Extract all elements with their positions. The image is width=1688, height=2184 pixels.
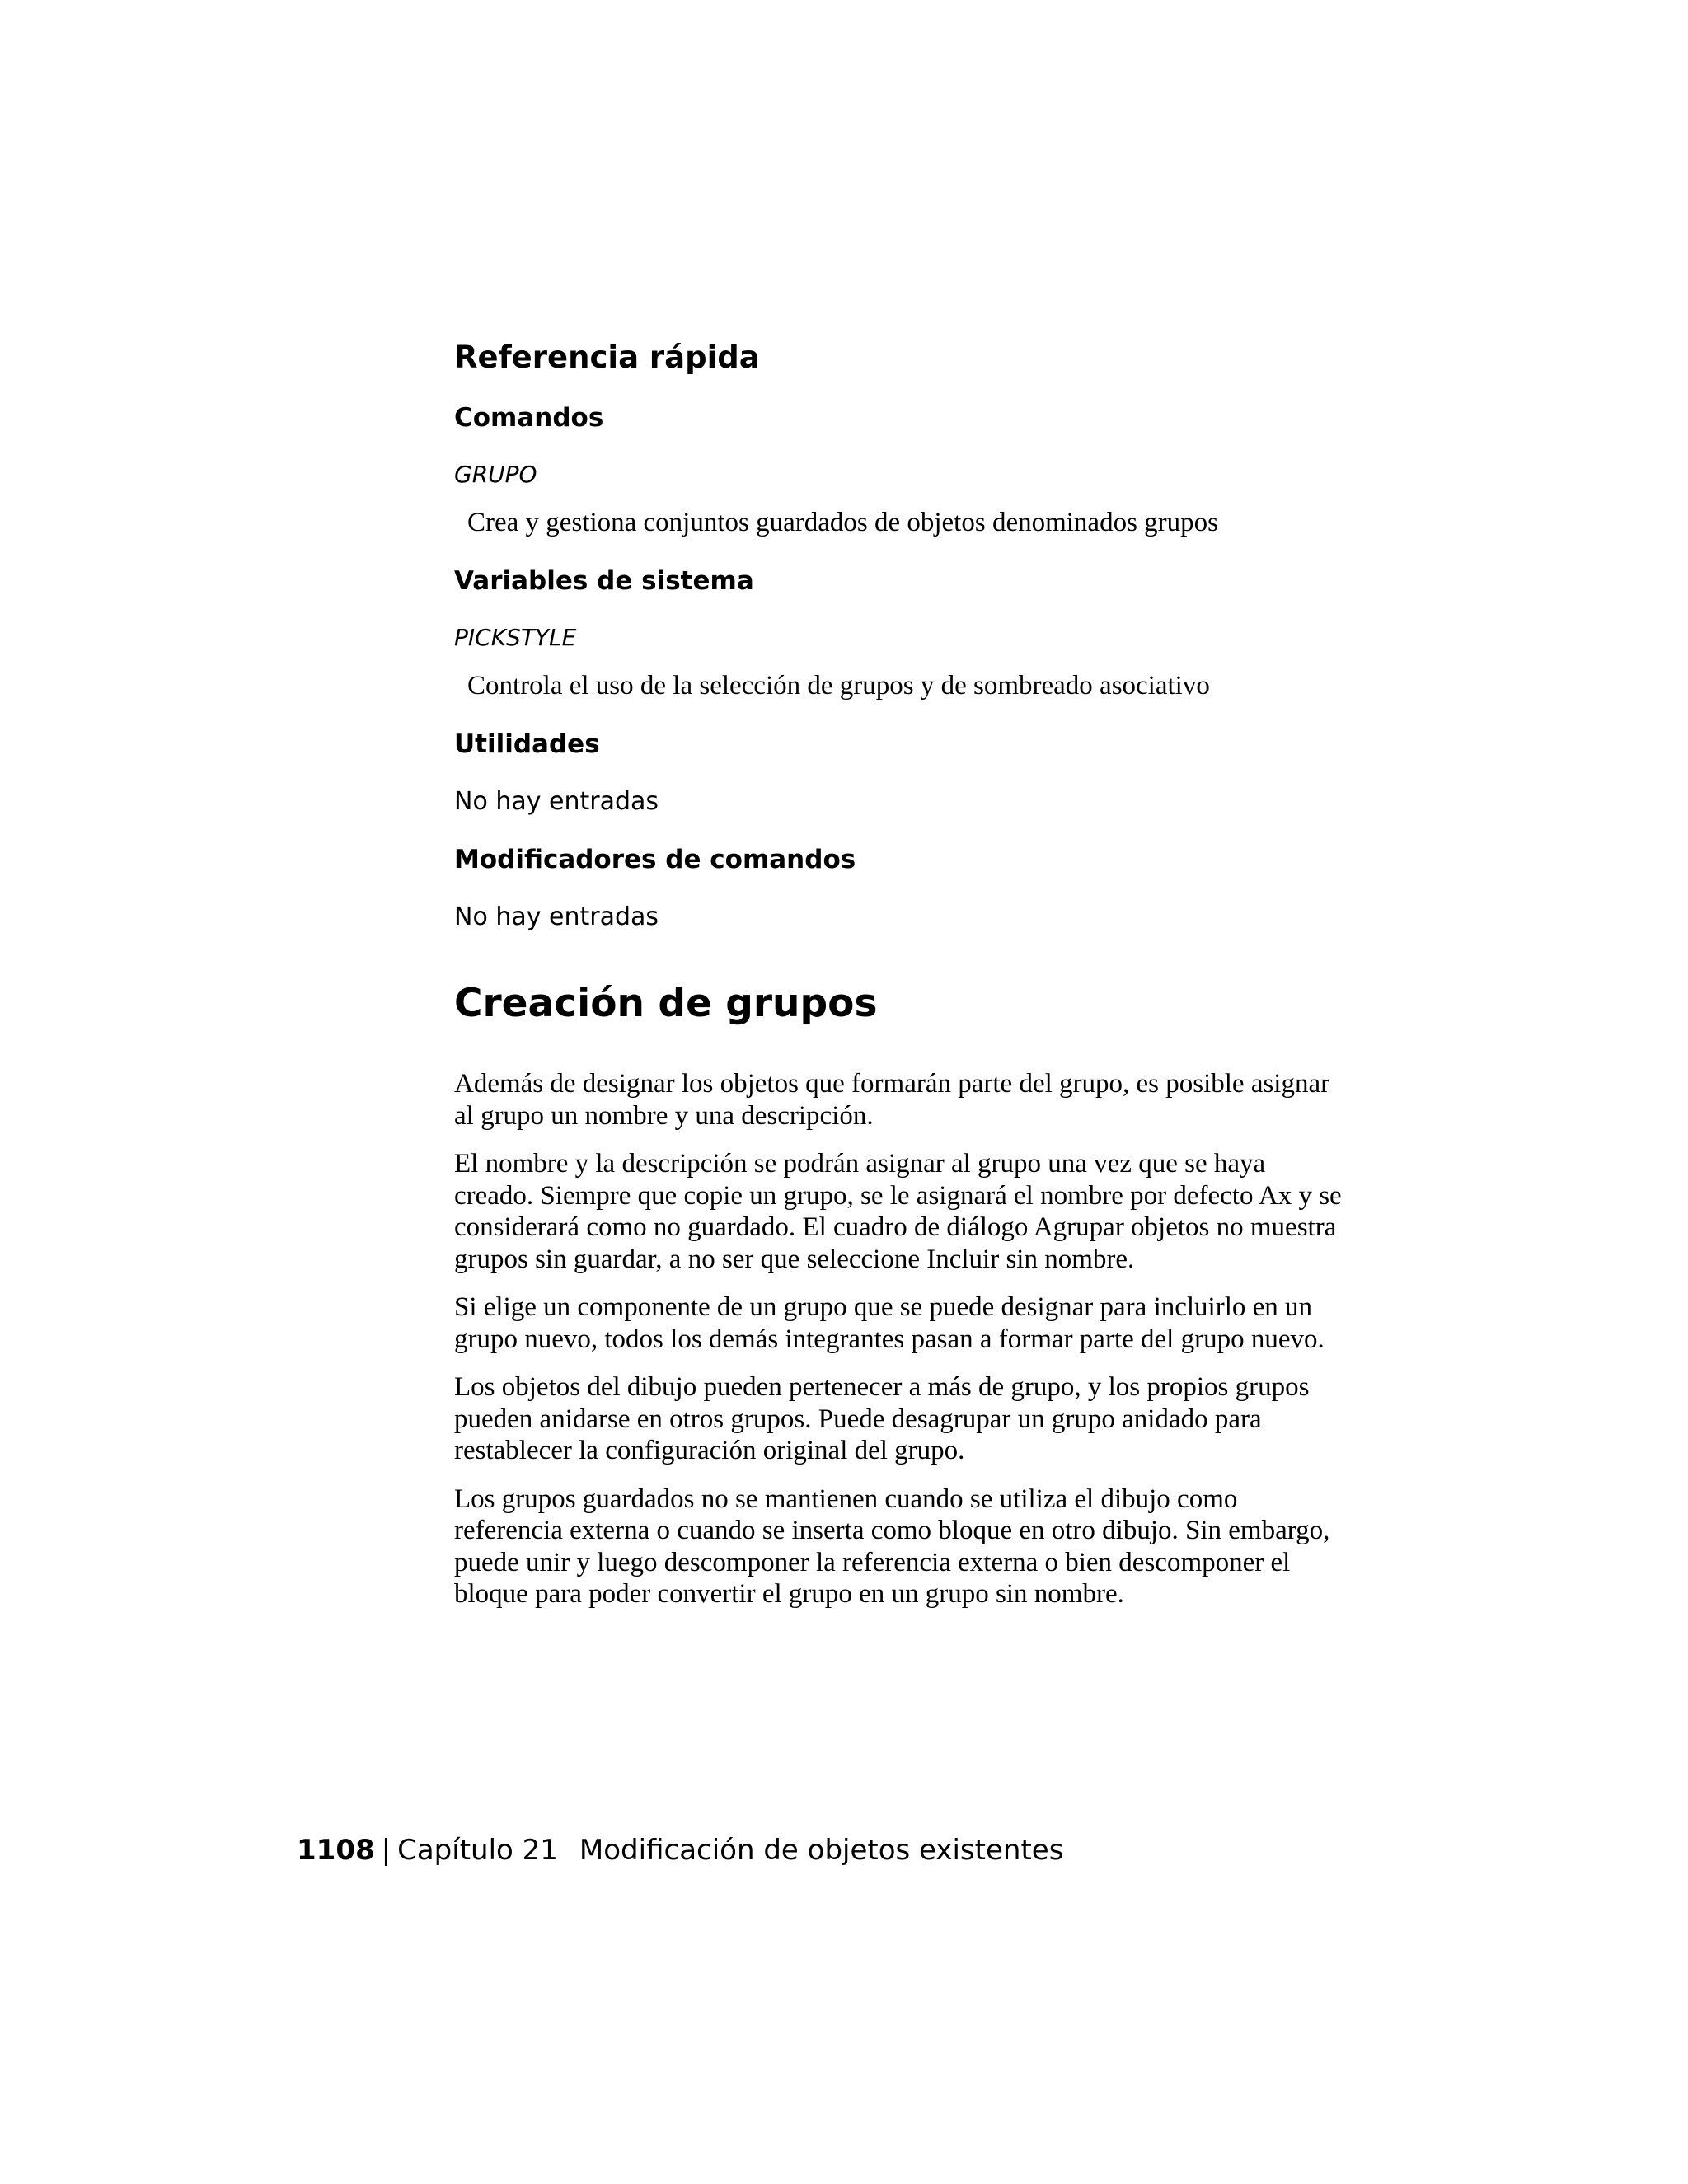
section-title: Creación de grupos (454, 981, 878, 1026)
utilities-text: No hay entradas (454, 787, 659, 816)
section-paragraph: El nombre y la descripción se podrán asignar al grupo una vez que se haya creado. Siempre que copie un grupo, se le asignará el nombre por defecto Ax y se considerará como no guardado. El cuadro de diálogo Agrupar objetos no muestra grupos sin guardar, a no ser que seleccione Incluir sin nombre. (454, 1149, 1342, 1274)
quick-reference-title: Referencia rápida (454, 340, 760, 375)
page-footer (297, 1831, 1063, 1869)
command-term: GRUPO (454, 461, 537, 488)
system-variable-term: PICKSTYLE (454, 624, 577, 651)
section-paragraph: Además de designar los objetos que formarán parte del grupo, es posible asignar al grupo un nombre y una descripción. (454, 1069, 1330, 1131)
utilities-heading: Utilidades (454, 729, 600, 759)
system-variables-heading: Variables de sistema (454, 566, 754, 596)
chapter-label: Capítulo 21 (397, 1834, 558, 1867)
command-description: Crea y gestiona conjuntos guardados de objetos denominados grupos (467, 508, 1218, 537)
chapter-title: Modificación de objetos existentes (579, 1834, 1064, 1867)
page-number: 1108 (297, 1834, 375, 1867)
system-variable-description: Controla el uso de la selección de grupos y de sombreado asociativo (467, 671, 1210, 701)
page-content (454, 338, 1344, 1627)
section-paragraph: Los objetos del dibujo pueden pertenecer a más de grupo, y los propios grupos pueden anidarse en otros grupos. Puede desagrupar un grupo anidado para restablecer la configuración original del grupo. (454, 1372, 1310, 1465)
section-paragraph: Si elige un componente de un grupo que se puede designar para incluirlo en un grupo nuevo, todos los demás integrantes pasan a formar parte del grupo nuevo. (454, 1292, 1325, 1354)
commands-heading: Comandos (454, 403, 604, 433)
command-modifiers-text: No hay entradas (454, 902, 659, 931)
command-modifiers-heading: Modificadores de comandos (454, 845, 856, 874)
section-paragraph: Los grupos guardados no se mantienen cuando se utiliza el dibujo como referencia externa o cuando se inserta como bloque en otro dibujo. Sin embargo, puede unir y luego descomponer la referencia externa o bien descomponer el bloque para poder convertir el grupo en un grupo sin nombre. (454, 1483, 1330, 1609)
footer-separator: | (381, 1834, 392, 1867)
